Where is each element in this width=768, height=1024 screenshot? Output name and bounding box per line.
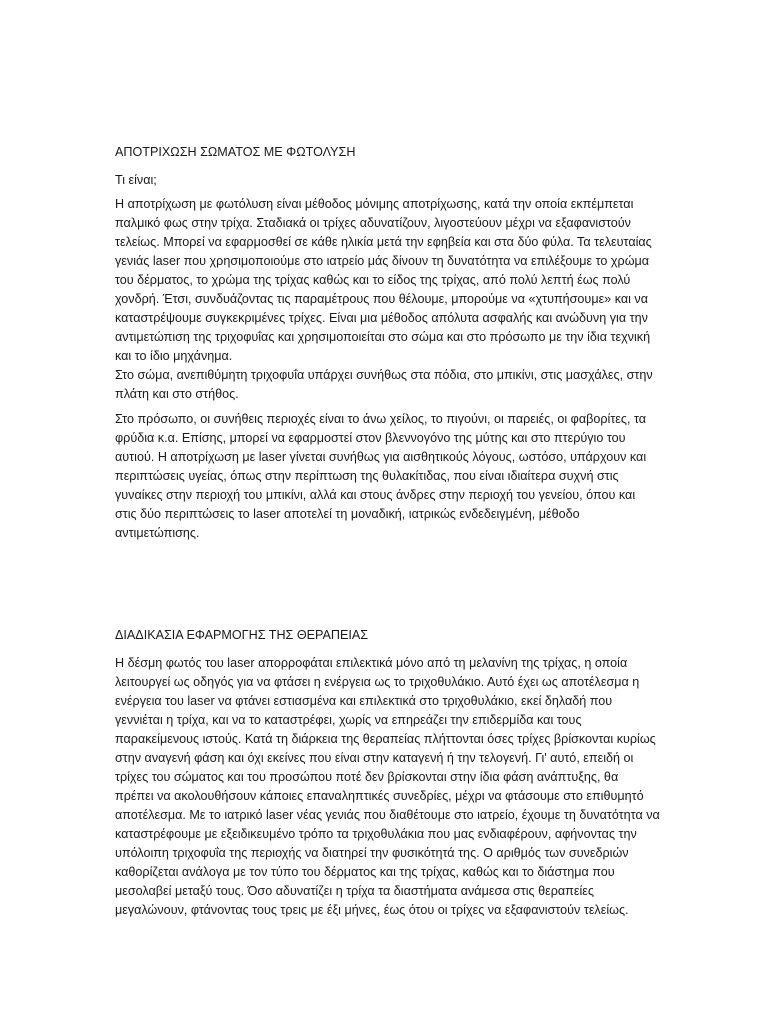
paragraph-definition: Η αποτρίχωση με φωτόλυση είναι μέθοδος μόνιμης αποτρίχωσης, κατά την οποία εκπέμπεται παλμικό φως στην τρίχα. Σταδιακά οι τρίχες αδυνατίζουν, λιγοστεύουν μέχρι να εξαφανιστούν τελείως. Μπορεί να εφαρμοσθεί σε κάθε ηλικία μετά την εφηβεία και στα δύο φύλα. Τα τελευταίας γενιάς laser που χρησιμοποιούμε στο ιατρείο μάς δίνουν τη δυνατότητα να επιλέξουμε το χρώμα του δέρματος, το χρώμα της τρίχας καθώς και το είδος της τρίχας, από πολύ λεπτή έως πολύ χονδρή. Έτσι, συνδυάζοντας τις παραμέτρους που θέλουμε, μπορούμε να «χτυπήσουμε» και να καταστρέψουμε συγκεκριμένες τρίχες. Είναι μια μέθοδος απόλυτα ασφαλής και ανώδυνη για την αντιμετώπιση της τριχοφυΐας και χρησιμοποιείται στο σώμα και στο πρόσωπο με την ίδια τεχνική και το ίδιο μηχάνημα.: [115, 197, 652, 363]
paragraph-face-areas: Στο πρόσωπο, οι συνήθεις περιοχές είναι το άνω χείλος, το πιγούνι, οι παρειές, οι φαβορίτες, τα φρύδια κ.α. Επίσης, μπορεί να εφαρμοστεί στον βλεννογόνο της μύτης και στο πτερύγιο του αυτιού. Η αποτρίχωση με laser γίνεται συνήθως για αισθητικούς λόγους, ωστόσο, υπάρχουν και περιπτώσεις υγείας, όπως στην περίπτωση της θυλακίτιδας, που είναι ιδιαίτερα συχνή στις γυναίκες στην περιοχή του μπικίνι, αλλά και στους άνδρες στην περιοχή του γενείου, όπου και στις δύο περιπτώσεις το laser αποτελεί τη μοναδική, ιατρικώς ενδεδειγμένη, μέθοδο αντιμετώπισης.: [115, 412, 647, 540]
section-question: Τι είναι;: [115, 173, 157, 187]
paragraph-procedure: Η δέσμη φωτός του laser απορροφάται επιλεκτικά μόνο από τη μελανίνη της τρίχας, η οποία λειτουργεί ως οδηγός για να φτάσει η ενέργεια ως το τριχοθυλάκιο. Αυτό έχει ως αποτέλεσμα η ενέργεια του laser να φτάνει εστιασμένα και επιλεκτικά στο τριχοθυλάκιο, εκεί δηλαδή που γεννιέται η τρίχα, και να το καταστρέφει, χωρίς να επηρεάζει την επιδερμίδα και τους παρακείμενους ιστούς. Κατά τη διάρκεια της θεραπείας πλήττονται όσες τρίχες βρίσκονται κυρίως στην αναγενή φάση και όχι εκείνες που είναι στην καταγενή ή την τελογενή. Γι' αυτό, επειδή οι τρίχες του σώματος και του προσώπου ποτέ δεν βρίσκονται στην ίδια φάση ανάπτυξης, θα πρέπει να ακολουθήσουν κάποιες επαναληπτικές συνεδρίες, μέχρι να φτάσουμε στο επιθυμητό αποτέλεσμα. Με το ιατρικό laser νέας γενιάς που διαθέτουμε στο ιατρείο, έχουμε τη δυνατότητα να καταστρέφουμε με εξειδικευμένο τρόπο τα τριχοθυλάκια που μας ενδιαφέρουν, αφήνοντας την υπόλοιπη τριχοφυΐα της περιοχής να διατηρεί την φυσικότητά της. Ο αριθμός των συνεδριών καθορίζεται ανάλογα με τον τύπο του δέρματος και της τρίχας, καθώς και το διάστημα που μεσολαβεί μεταξύ τους. Όσο αδυνατίζει η τρίχα τα διαστήματα ανάμεσα στις θεραπείες μεγαλώνουν, φτάνοντας τους τρεις με έξι μήνες, έως ότου οι τρίχες να εξαφανιστούν τελείως.: [115, 656, 660, 917]
paragraph-body-areas: Στο σώμα, ανεπιθύμητη τριχοφυΐα υπάρχει συνήθως στα πόδια, στο μπικίνι, στις μασχάλες, στην πλάτη και στο στήθος.: [115, 368, 653, 401]
section-heading-procedure: ΔΙΑΔΙΚΑΣΙΑ ΕΦΑΡΜΟΓΗΣ ΤΗΣ ΘΕΡΑΠΕΙΑΣ: [115, 628, 369, 642]
section-heading-hair-removal: ΑΠΟΤΡΙΧΩΣΗ ΣΩΜΑΤΟΣ ΜΕ ΦΩΤΟΛΥΣΗ: [115, 145, 356, 159]
